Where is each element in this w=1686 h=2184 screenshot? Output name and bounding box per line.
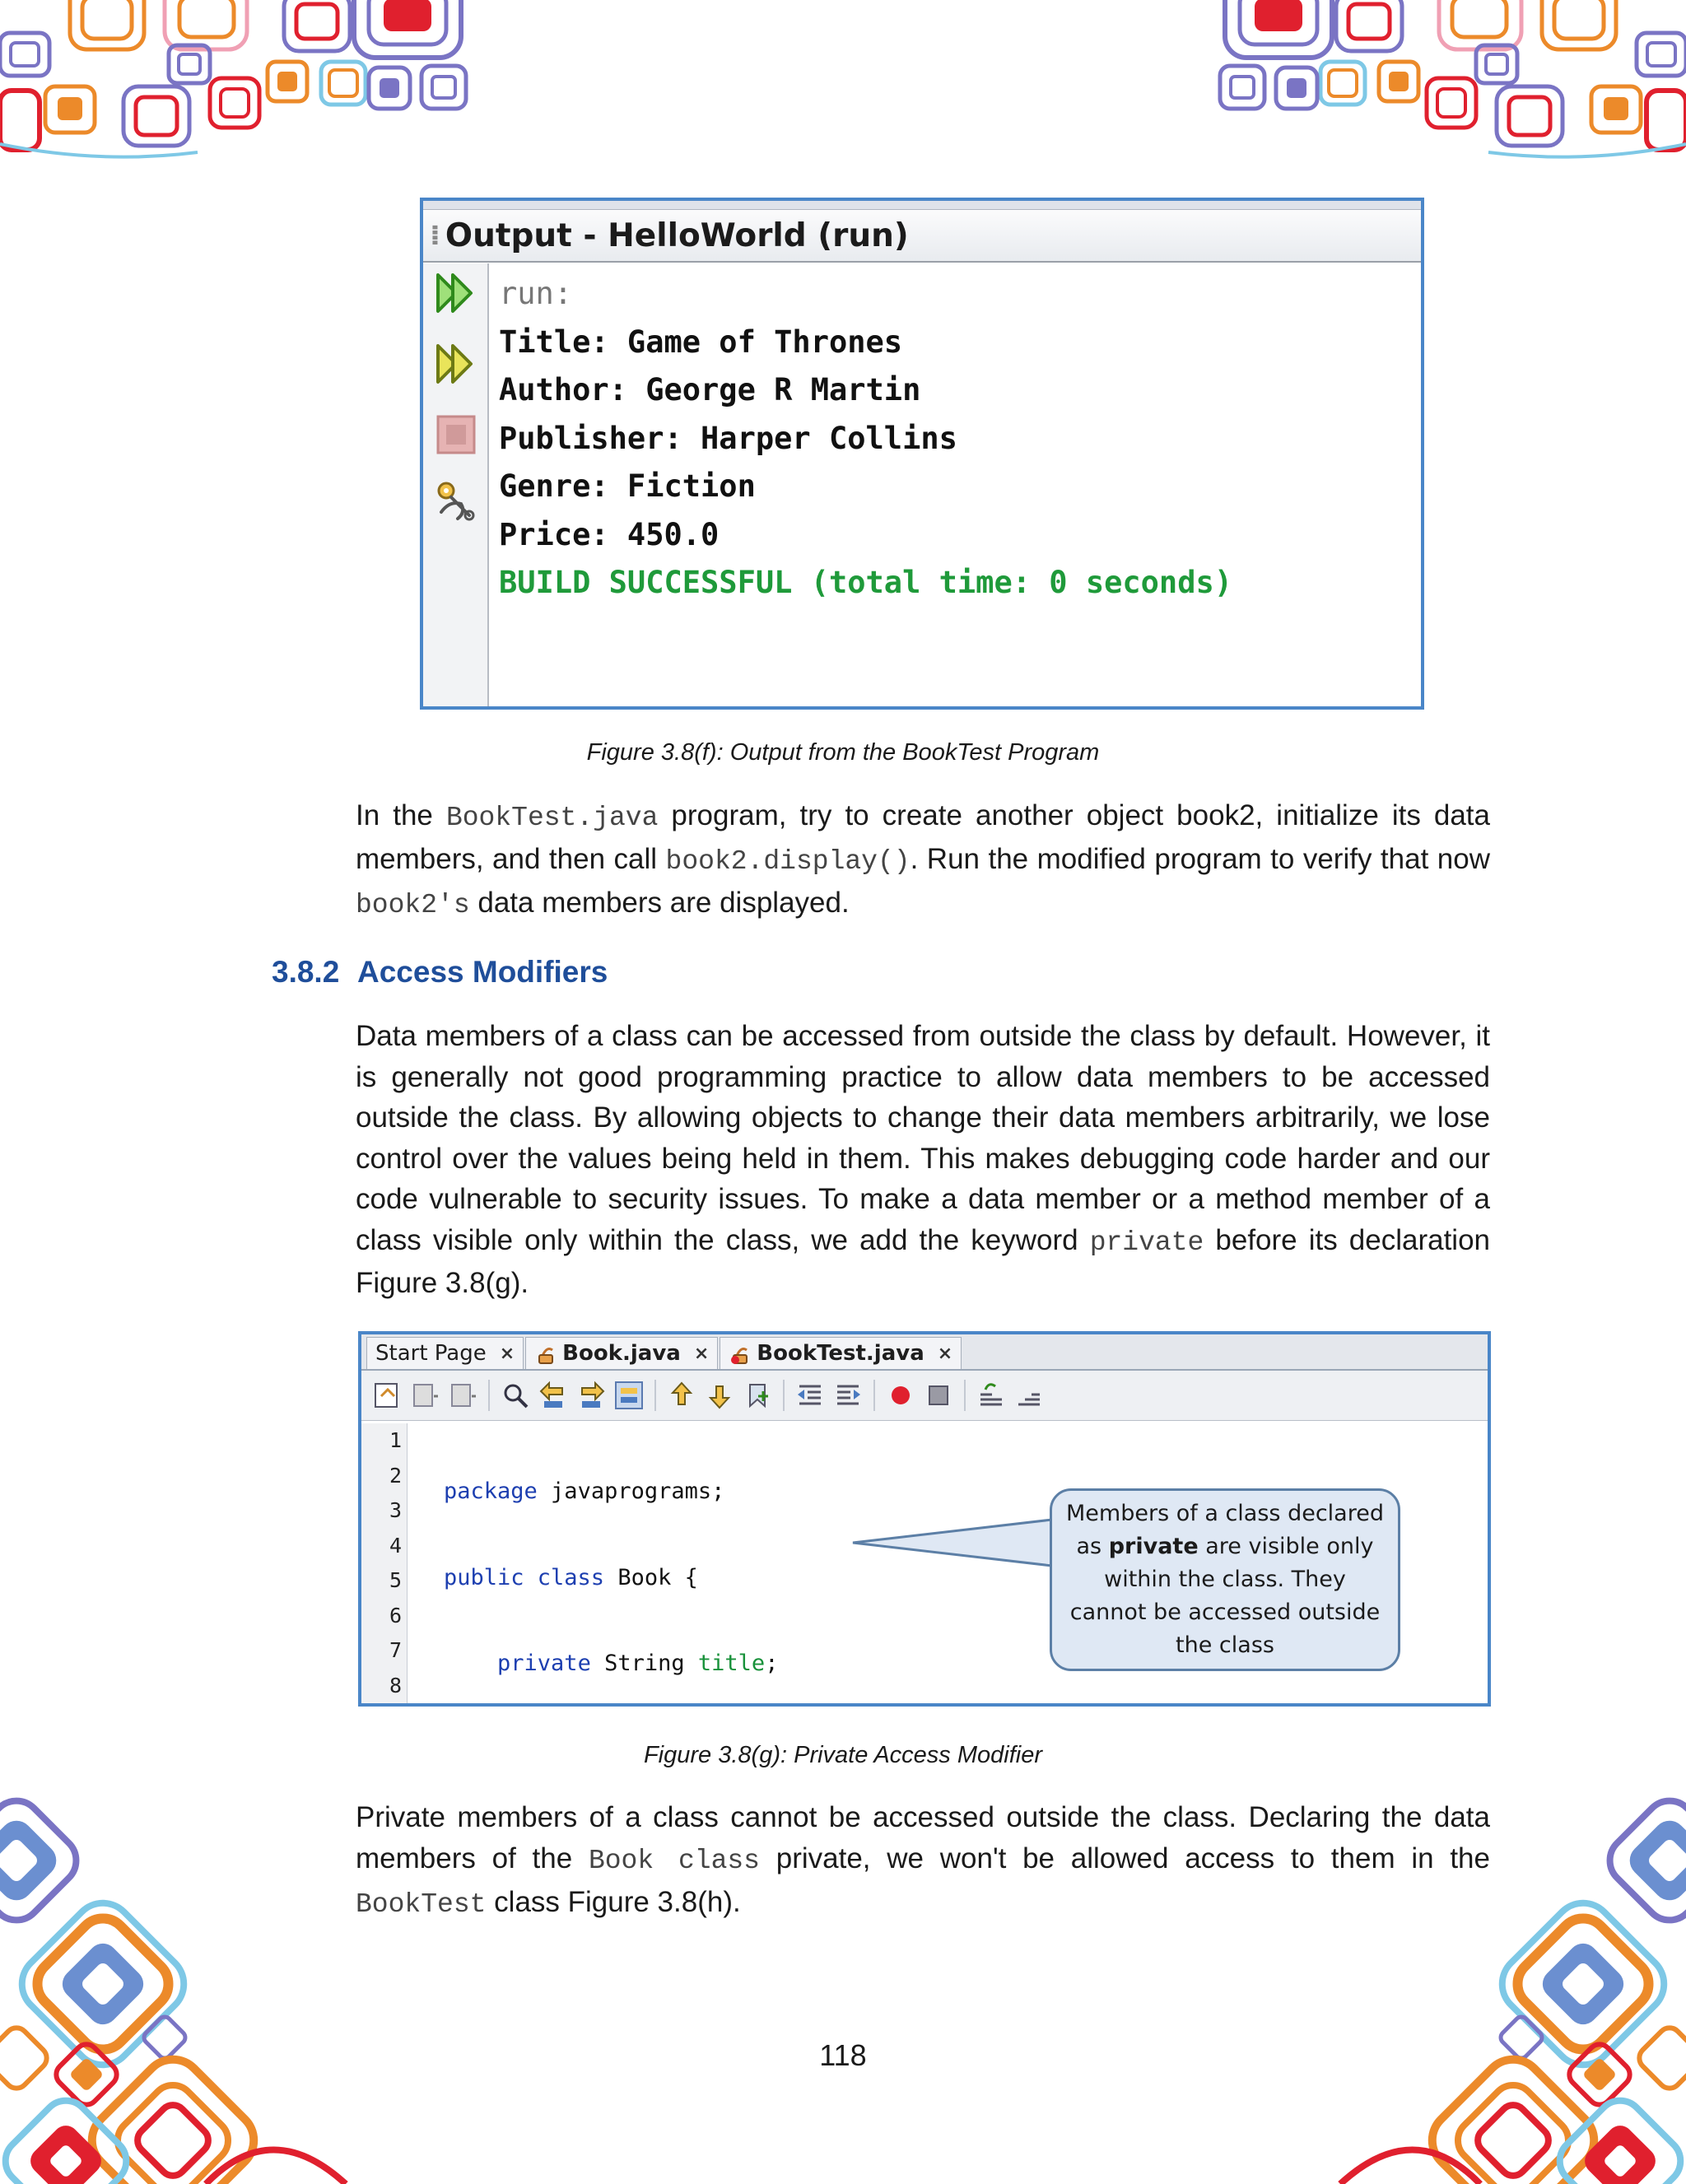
output-window-titlebar [423, 210, 1421, 263]
callout-text [1065, 1497, 1385, 1662]
editor-toolbar [361, 1371, 1488, 1421]
paragraph1-text-1: In the [356, 799, 446, 831]
callout-text-part: are visible only within the class. They cannot be accessed outside the class [1069, 1534, 1381, 1658]
figure-caption-output: Figure 3.8(f): Output from the BookTest Program [586, 739, 1100, 766]
tab-book-java[interactable] [525, 1337, 718, 1369]
package-name: javaprograms; [537, 1479, 725, 1504]
line-number: 5 [389, 1568, 402, 1592]
paragraph3-text-2: private, we won't be allowed access to them in the [760, 1842, 1490, 1874]
stop-macro-recording-icon[interactable] [923, 1380, 954, 1411]
paragraph3-code-booktest: BookTest [356, 1889, 487, 1920]
output-window-title: Output - HelloWorld (run) [445, 217, 909, 254]
shift-line-right-icon[interactable] [832, 1380, 864, 1411]
field-name: title [697, 1651, 766, 1676]
figure-caption-editor: Figure 3.8(g): Private Access Modifier [643, 1742, 1043, 1768]
paragraph2-text-2: before its declaration Figure 3.8(g). [356, 1223, 1491, 1299]
type-name: String [604, 1651, 685, 1676]
rerun-icon[interactable] [433, 270, 479, 316]
paragraph2-code-private: private [1089, 1227, 1204, 1258]
find-previous-icon[interactable] [538, 1380, 569, 1411]
paragraph1-code-book2: book2's [356, 890, 470, 920]
callout-keyword-private: private [1108, 1534, 1199, 1559]
previous-error-icon[interactable] [976, 1380, 1007, 1411]
top-left-decoration [0, 0, 477, 165]
line-number: 3 [389, 1498, 402, 1522]
paragraph3-text-1: Private members of a class cannot be accessed outside the class. Declaring the data members of the [356, 1801, 1490, 1874]
line-number: 2 [389, 1463, 402, 1488]
shift-line-left-icon[interactable] [794, 1380, 826, 1411]
section-heading [272, 955, 608, 990]
page-number: 118 [819, 2038, 867, 2072]
console-line-title: Title: Game of Thrones [499, 324, 903, 360]
back-icon[interactable] [409, 1380, 440, 1411]
console-line-run: run: [499, 276, 573, 311]
output-window-top-strip [423, 201, 1421, 210]
last-edit-icon[interactable] [371, 1380, 403, 1411]
callout-text-part: Members of a class declared as [1066, 1501, 1384, 1559]
console-line-publisher: Publisher: Harper Collins [499, 420, 957, 456]
paragraph1-text-2: program, try to create another object book2, initialize its data members, and then call [356, 799, 1490, 875]
console-output [489, 263, 1421, 706]
output-action-gutter [423, 263, 489, 706]
line-number-gutter [361, 1423, 408, 1703]
semicolon: ; [765, 1651, 779, 1676]
toolbar-separator [873, 1380, 875, 1411]
paragraph1-code-display: book2.display() [665, 846, 911, 877]
java-main-file-icon [729, 1342, 752, 1365]
line-number: 7 [389, 1638, 402, 1662]
console-line-price: Price: 450.0 [499, 516, 720, 552]
console-line-author: Author: George R Martin [499, 372, 921, 407]
line-number: 6 [389, 1603, 402, 1628]
forward-icon[interactable] [447, 1380, 478, 1411]
keyword-private: private [497, 1651, 591, 1676]
paragraph3-code-book-class: Book class [588, 1846, 760, 1876]
private-members-callout [1050, 1488, 1400, 1671]
console-line-build-status: BUILD SUCCESSFUL (total time: 0 seconds) [499, 565, 1233, 600]
tab-book-java-label: Book.java [562, 1341, 681, 1366]
close-icon[interactable]: × [937, 1343, 953, 1364]
rerun-with-different-parameters-icon[interactable] [433, 341, 479, 387]
close-icon[interactable]: × [499, 1343, 515, 1364]
section-number: 3.8.2 [272, 955, 340, 989]
settings-wrench-icon[interactable] [433, 479, 479, 525]
toggle-highlight-icon[interactable] [613, 1380, 645, 1411]
toolbar-separator [964, 1380, 966, 1411]
output-window-screenshot [420, 198, 1424, 710]
paragraph1-text-4: data members are displayed. [469, 887, 850, 919]
next-error-icon[interactable] [1013, 1380, 1045, 1411]
console-line-genre: Genre: Fiction [499, 468, 756, 504]
bottom-left-decoration [0, 1786, 362, 2184]
line-number: 8 [389, 1673, 402, 1697]
tab-booktest-java[interactable] [720, 1337, 962, 1369]
close-icon[interactable]: × [693, 1343, 710, 1364]
keyword-public-class: public class [444, 1564, 605, 1590]
line-number: 1 [389, 1428, 402, 1452]
drag-grip-icon[interactable]: ⁞ [430, 219, 440, 252]
keyword-package: package [444, 1479, 538, 1504]
next-bookmark-icon[interactable] [704, 1380, 735, 1411]
stop-icon[interactable] [433, 412, 479, 458]
paragraph2-text-1: Data members of a class can be accessed from outside the class by default. However, it is generally not good programming practice to allow data members to be accessed outside the class. By allowing objects to change their data members arbitrarily, we lose control over the values being held in them. This makes debugging code harder and our code vulnerable to security issues. To make a data member or a method member of a class visible only within the class, we add the keyword [356, 1020, 1490, 1256]
toolbar-separator [654, 1380, 656, 1411]
previous-bookmark-icon[interactable] [666, 1380, 697, 1411]
tab-start-page-label: Start Page [375, 1341, 487, 1366]
section-title: Access Modifiers [357, 955, 608, 989]
paragraph-booktest-exercise [356, 795, 1490, 926]
callout-pointer [848, 1515, 1054, 1572]
paragraph1-text-3: . Run the modified program to verify that now [910, 843, 1490, 875]
java-file-icon [534, 1342, 557, 1365]
tab-booktest-java-label: BookTest.java [757, 1341, 925, 1366]
class-name: Book { [604, 1564, 698, 1590]
find-next-icon[interactable] [575, 1380, 607, 1411]
toolbar-separator [783, 1380, 785, 1411]
line-number: 4 [389, 1533, 402, 1558]
editor-tab-bar [361, 1334, 1488, 1371]
toolbar-separator [488, 1380, 490, 1411]
tab-start-page[interactable] [366, 1337, 524, 1369]
paragraph-access-modifiers [356, 1016, 1490, 1304]
paragraph3-text-3: class Figure 3.8(h). [486, 1886, 741, 1918]
start-macro-recording-icon[interactable] [885, 1380, 916, 1411]
paragraph1-code-booktest: BookTest.java [445, 803, 659, 833]
paragraph-private-members [356, 1797, 1490, 1926]
find-icon[interactable] [500, 1380, 531, 1411]
top-right-decoration [1209, 0, 1686, 165]
toggle-bookmark-icon[interactable] [742, 1380, 773, 1411]
output-window-body [423, 263, 1421, 706]
